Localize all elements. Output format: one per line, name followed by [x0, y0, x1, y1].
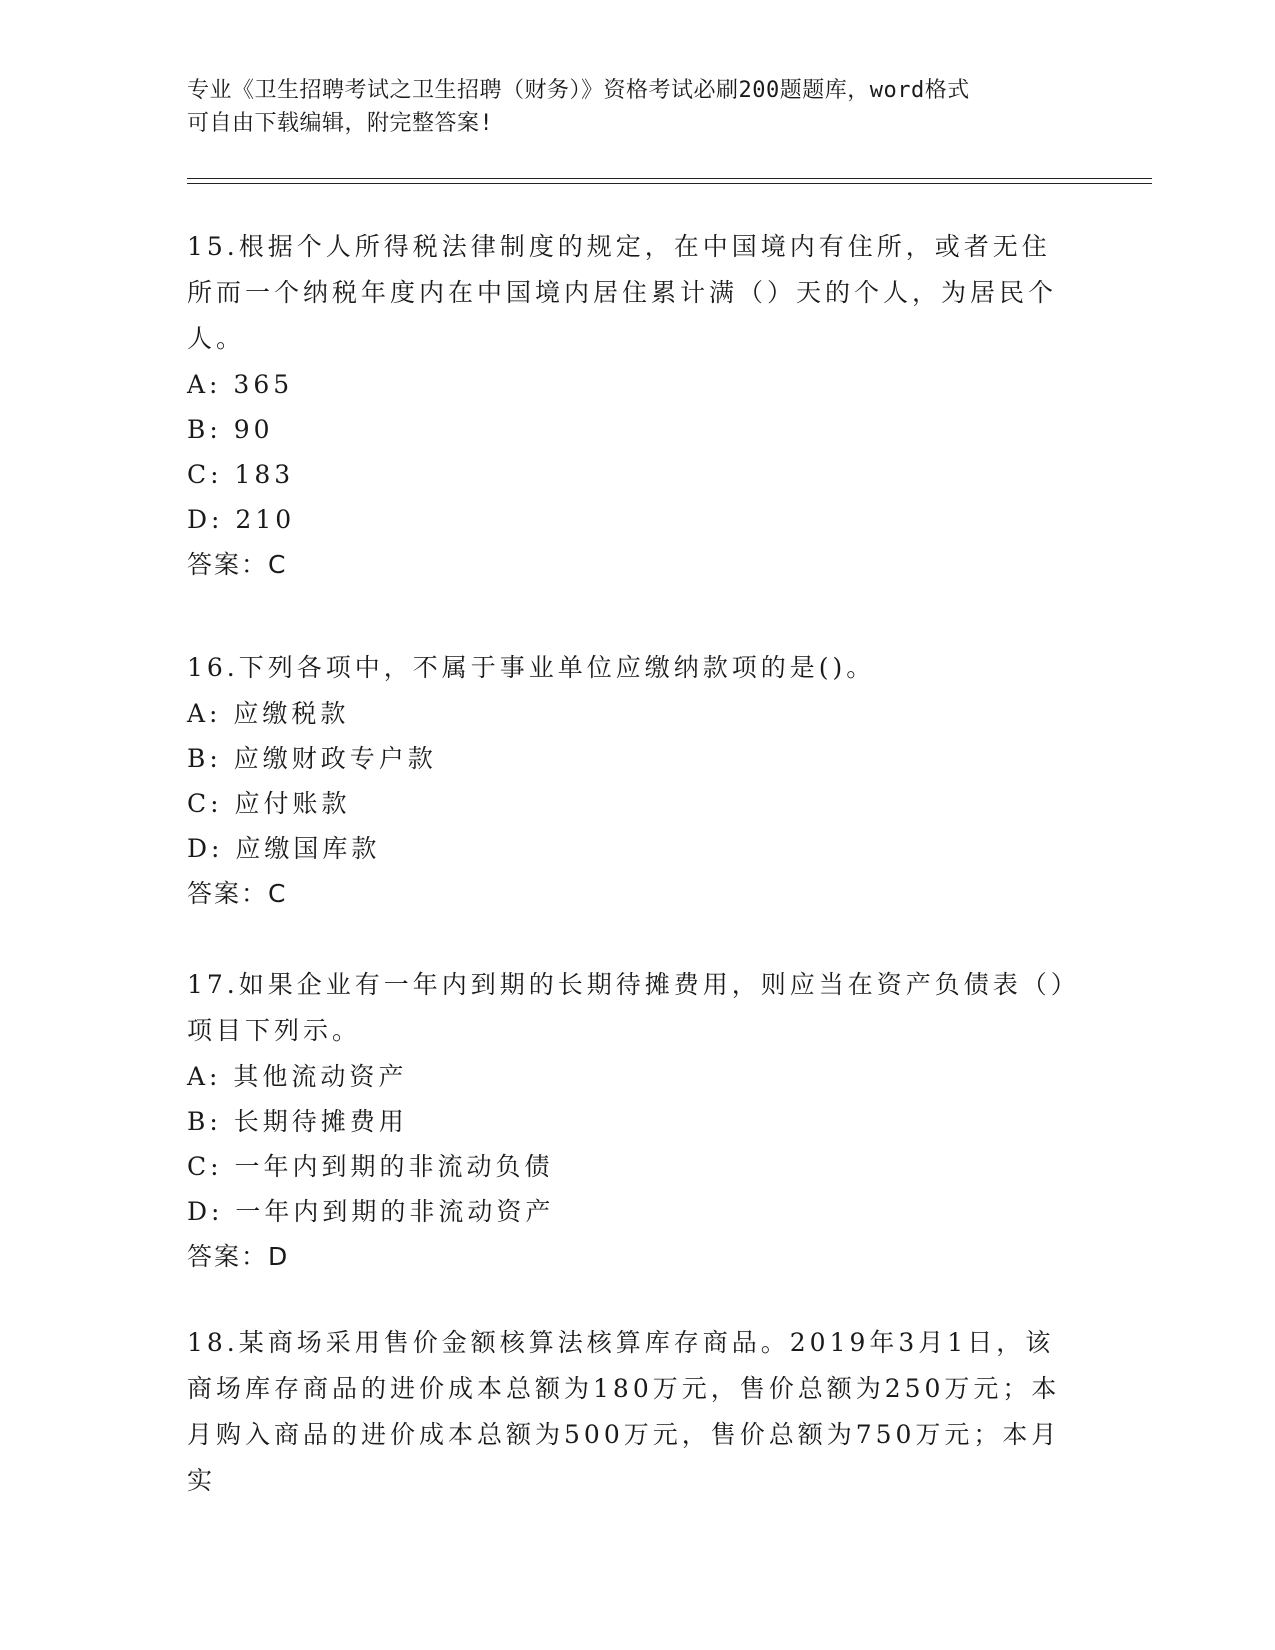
header-divider-bottom: [187, 183, 1152, 184]
option-d: D: 应缴国库款: [187, 834, 381, 863]
option-c: C: 183: [187, 460, 295, 489]
answer: 答案：D: [187, 1242, 290, 1271]
question-17: [187, 962, 1077, 1280]
option-d: D: 一年内到期的非流动资产: [187, 1197, 555, 1226]
header-divider-top: [187, 178, 1152, 179]
question-stem: 16.下列各项中，不属于事业单位应缴纳款项的是()。: [187, 653, 876, 682]
answer: 答案：C: [187, 879, 288, 908]
question-15: [187, 224, 1077, 588]
option-c: C: 一年内到期的非流动负债: [187, 1152, 554, 1181]
option-a: A: 其他流动资产: [187, 1062, 408, 1091]
option-a: A: 应缴税款: [187, 699, 350, 728]
answer: 答案：C: [187, 550, 288, 579]
question-16: [187, 645, 1077, 917]
option-b: B: 应缴财政专户款: [187, 744, 437, 773]
option-b: B: 90: [187, 415, 274, 444]
question-stem: 18.某商场采用售价金额核算法核算库存商品。2019年3月1日，该商场库存商品的进价成本总额为180万元，售价总额为250万元；本月购入商品的进价成本总额为500万元，售价总额为750万元；本月实: [187, 1328, 1061, 1495]
question-18: [187, 1320, 1077, 1504]
option-d: D: 210: [187, 505, 296, 534]
option-c: C: 应付账款: [187, 789, 351, 818]
option-a: A: 365: [187, 370, 294, 399]
question-stem: 15.根据个人所得税法律制度的规定，在中国境内有住所，或者无住所而一个纳税年度内在中国境内居住累计满（）天的个人，为居民个人。: [187, 232, 1058, 353]
option-b: B: 长期待摊费用: [187, 1107, 408, 1136]
question-stem: 17.如果企业有一年内到期的长期待摊费用，则应当在资产负债表（）项目下列示。: [187, 970, 1068, 1045]
document-header: 专业《卫生招聘考试之卫生招聘（财务）》资格考试必刷200题题库，word格式 可自由下载编辑，附完整答案!: [187, 78, 970, 136]
